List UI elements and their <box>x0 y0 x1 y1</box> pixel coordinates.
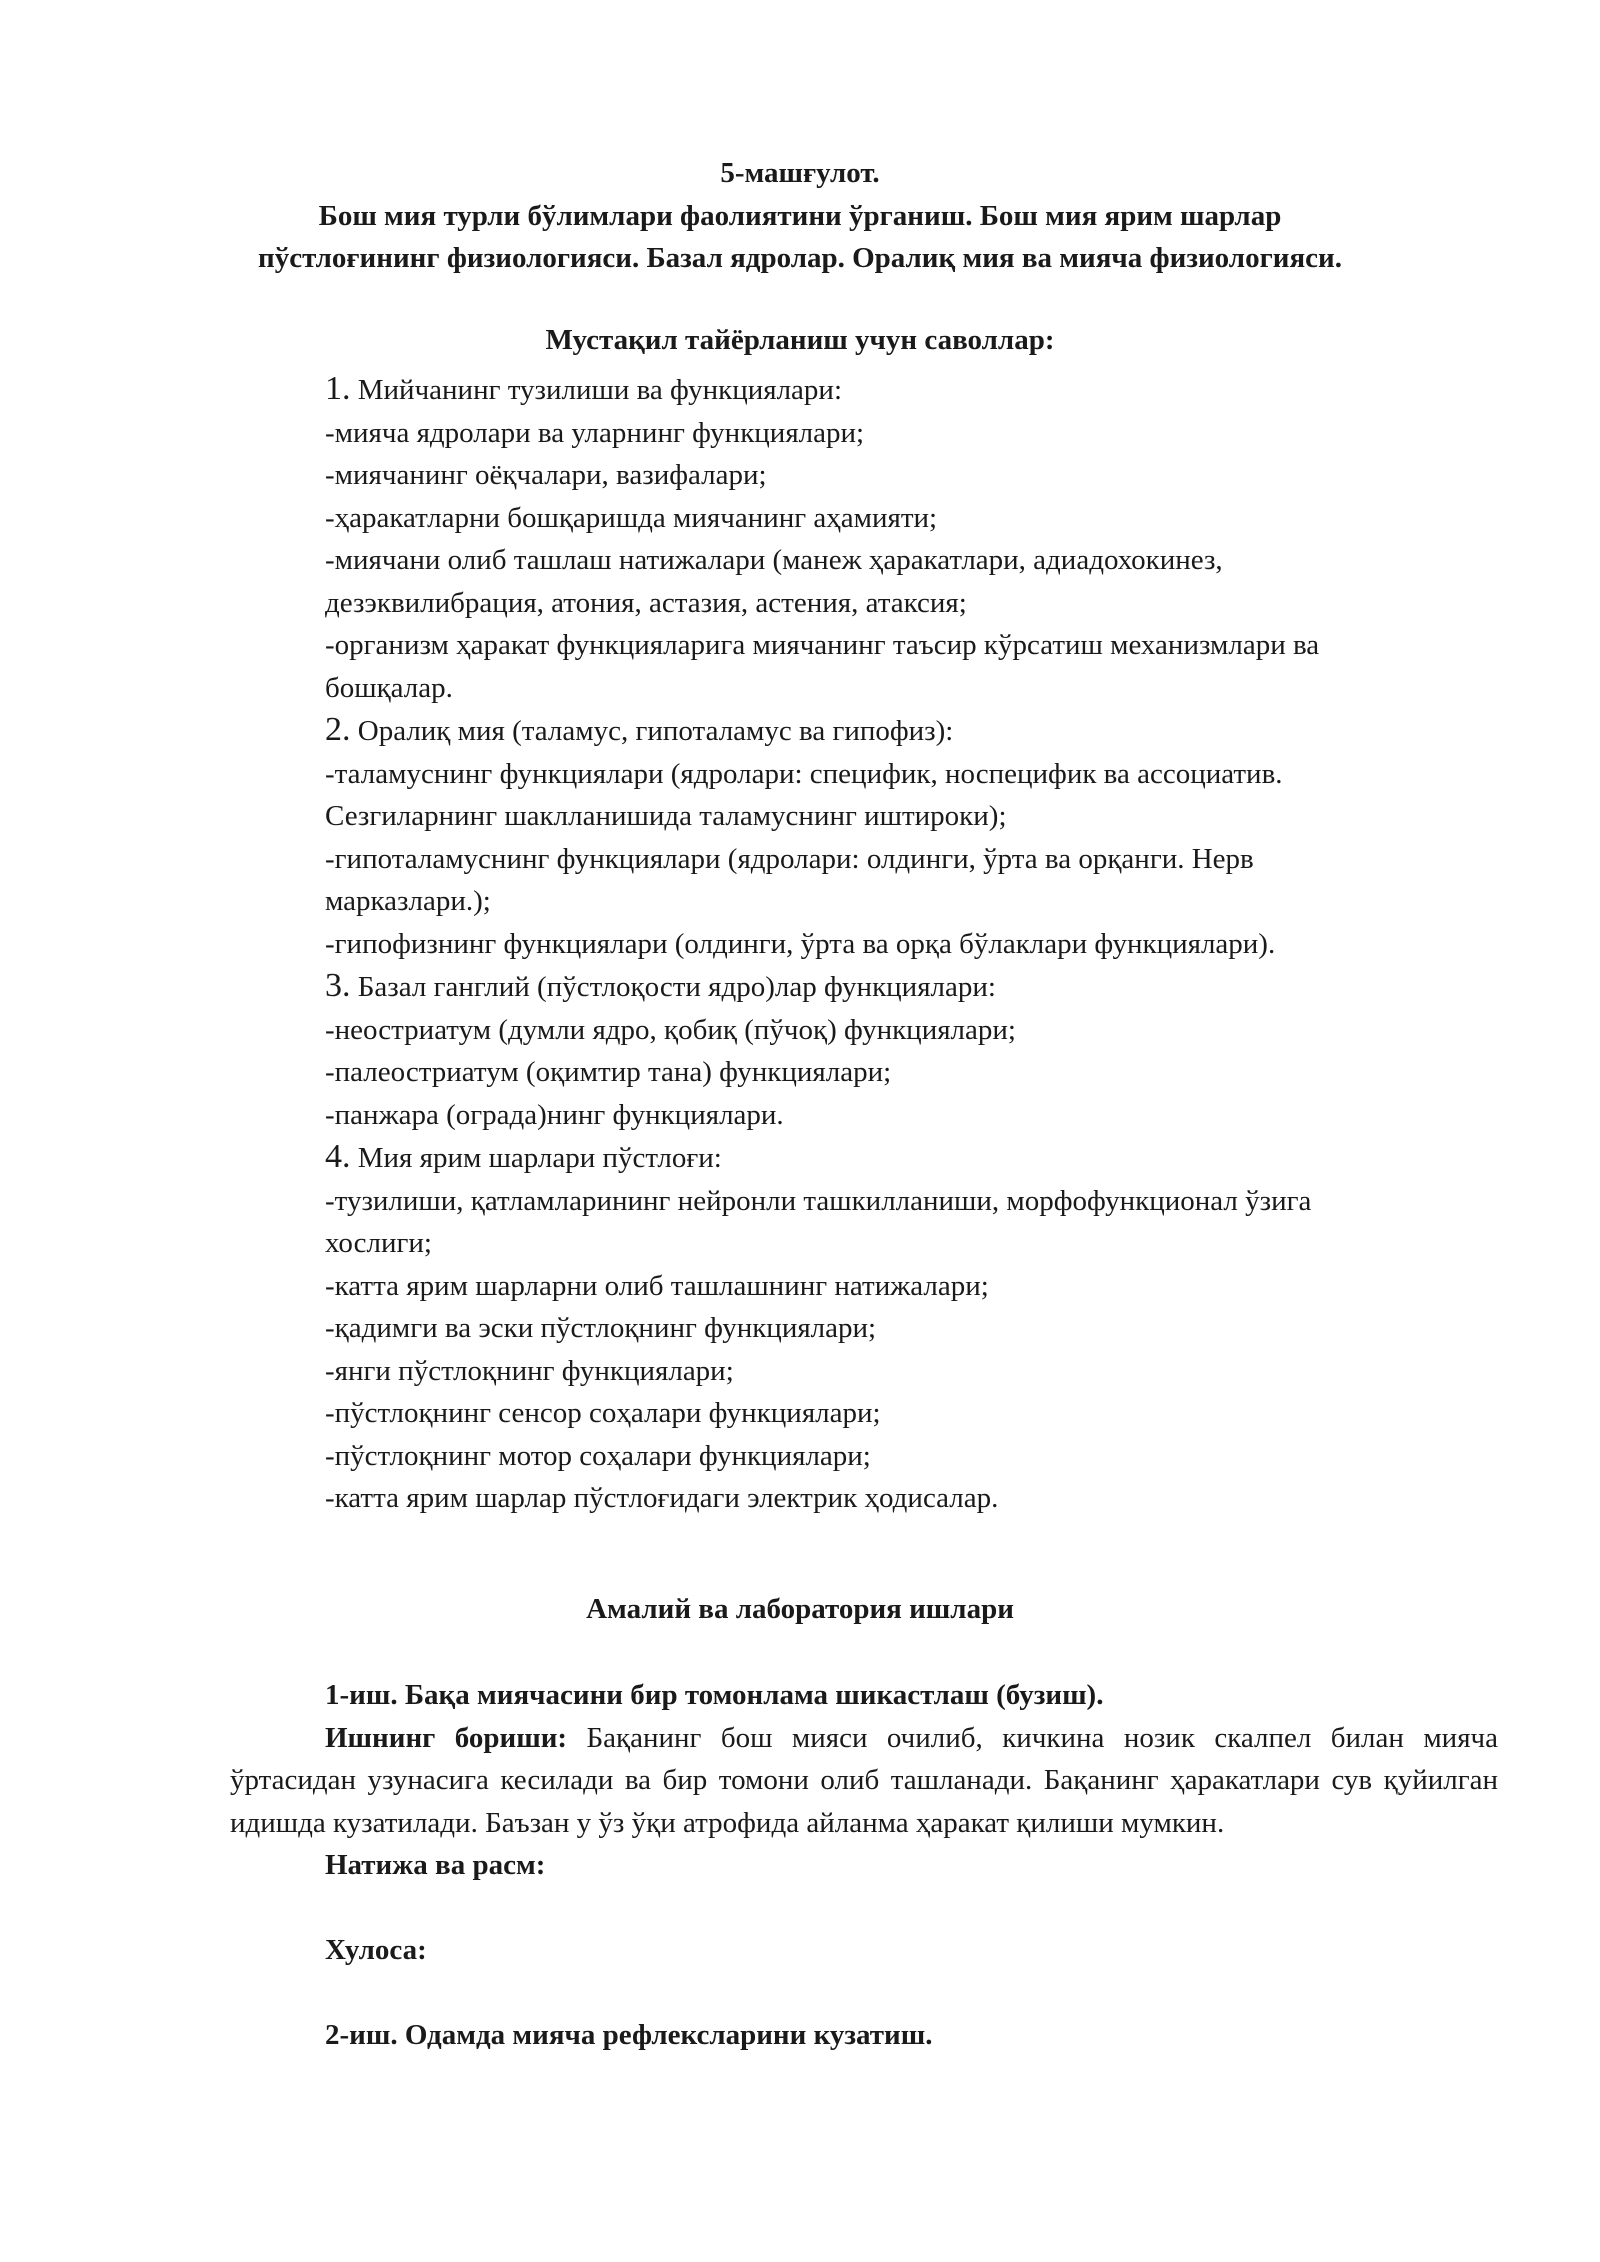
question-1-item: бошқалар. <box>325 671 453 704</box>
conclusion-label: Хулоса: <box>325 1934 427 1966</box>
question-title-text: Базал ганглий (пўстлоқости ядро)лар функциялари: <box>350 971 996 1003</box>
question-1-item: -мияча ядролари ва уларнинг функциялари; <box>325 416 865 449</box>
question-2-item: -гипофизнинг функциялари (олдинги, ўрта ва орқа бўлаклари функциялари). <box>325 927 1276 960</box>
procedure-label: Ишнинг бориши: <box>325 1721 568 1754</box>
question-number: 2. <box>325 711 351 748</box>
document-header <box>0 152 1600 361</box>
question-number: 3. <box>325 967 351 1004</box>
question-title-text: Оралиқ мия (таламус, гипоталамус ва гипофиз): <box>350 715 954 747</box>
blank-line <box>230 1972 1498 2015</box>
question-4-title <box>325 1136 1505 1180</box>
question-4-item: хослиги; <box>325 1227 432 1259</box>
question-1-item: -ҳаракатларни бошқаришда миячанинг аҳамияти; <box>325 501 938 534</box>
question-1-item: -организм ҳаракат функцияларига миячанинг таъсир кўрсатиш механизмлари ва <box>325 629 1320 661</box>
lesson-number: 5-машғулот. <box>720 157 880 189</box>
question-3-item: -неостриатум (думли ядро, қобиқ (пўчоқ) функциялари; <box>325 1013 1016 1046</box>
question-1-title <box>325 368 1505 412</box>
procedure-text: Бақанинг бош мияси очилиб, кичкина нозик скалпел билан мияча ўртасидан узунасига кесилади ва бир томони олиб ташланади. Бақанинг ҳаракатлари сув қуйилган идишда кузатилади. Баъзан у ўз ўқи атрофида айланма ҳаракат қилиши мумкин. <box>230 1721 1498 1839</box>
work-1-title: 1-иш. Бақа миячасини бир томонлама шикастлаш (бузиш). <box>325 1679 1104 1711</box>
question-1-item: -миячанинг оёқчалари, вазифалари; <box>325 459 767 491</box>
question-number: 4. <box>325 1138 351 1175</box>
practical-works <box>230 1674 1498 2057</box>
question-2-item: -таламуснинг функциялари (ядролари: специфик, носпецифик ва ассоциатив. <box>325 757 1283 790</box>
work-1-procedure <box>230 1717 1498 1845</box>
question-3-title <box>325 965 1505 1009</box>
lesson-title-line-1: Бош мия турли бўлимлари фаолиятини ўрганиш. Бош мия ярим шарлар <box>318 199 1282 232</box>
work-2-title: 2-иш. Одамда мияча рефлексларини кузатиш. <box>325 2019 933 2051</box>
question-3-item: -палеостриатум (оқимтир тана) функциялари; <box>325 1056 892 1088</box>
question-4-item: -пўстлоқнинг сенсор соҳалари функциялари; <box>325 1397 881 1429</box>
question-number: 1. <box>325 370 351 407</box>
question-4-item: -катта ярим шарлар пўстлоғидаги электрик ҳодисалар. <box>325 1482 999 1514</box>
question-2-item: -гипоталамуснинг функциялари (ядролари: олдинги, ўрта ва орқанги. Нерв <box>325 842 1254 875</box>
question-2-item: марказлари.); <box>325 885 491 917</box>
question-title-text: Мийчанинг тузилиши ва функциялари: <box>350 374 842 406</box>
result-label: Натижа ва расм: <box>325 1849 546 1881</box>
practical-heading: Амалий ва лаборатория ишлари <box>586 1593 1014 1625</box>
question-title-text: Мия ярим шарлари пўстлоғи: <box>350 1142 722 1174</box>
questions-list <box>325 368 1505 1520</box>
questions-heading: Мустақил тайёрланиш учун саволлар: <box>545 323 1055 356</box>
question-1-item: дезэквилибрация, атония, астазия, астения, атаксия; <box>325 586 967 619</box>
question-4-item: -қадимги ва эски пўстлоқнинг функциялари; <box>325 1312 877 1344</box>
question-4-item: -янги пўстлоқнинг функциялари; <box>325 1354 734 1387</box>
question-4-item: -тузилиши, қатламларининг нейронли ташкилланиши, морфофункционал ўзига <box>325 1184 1312 1217</box>
question-4-item: -пўстлоқнинг мотор соҳалари функциялари; <box>325 1439 871 1472</box>
question-4-item: -катта ярим шарларни олиб ташлашнинг натижалари; <box>325 1269 989 1302</box>
question-2-item: Сезгиларнинг шаклланишида таламуснинг иштироки); <box>325 800 1007 832</box>
blank-line <box>230 1887 1498 1930</box>
question-2-title <box>325 709 1505 753</box>
question-1-item: -миячани олиб ташлаш натижалари (манеж ҳаракатлари, адиадохокинез, <box>325 544 1223 576</box>
lesson-title-line-2: пўстлоғининг физиологияси. Базал ядролар. Оралиқ мия ва мияча физиологияси. <box>258 242 1342 274</box>
question-3-item: -панжара (оградa)нинг функциялари. <box>325 1098 784 1131</box>
